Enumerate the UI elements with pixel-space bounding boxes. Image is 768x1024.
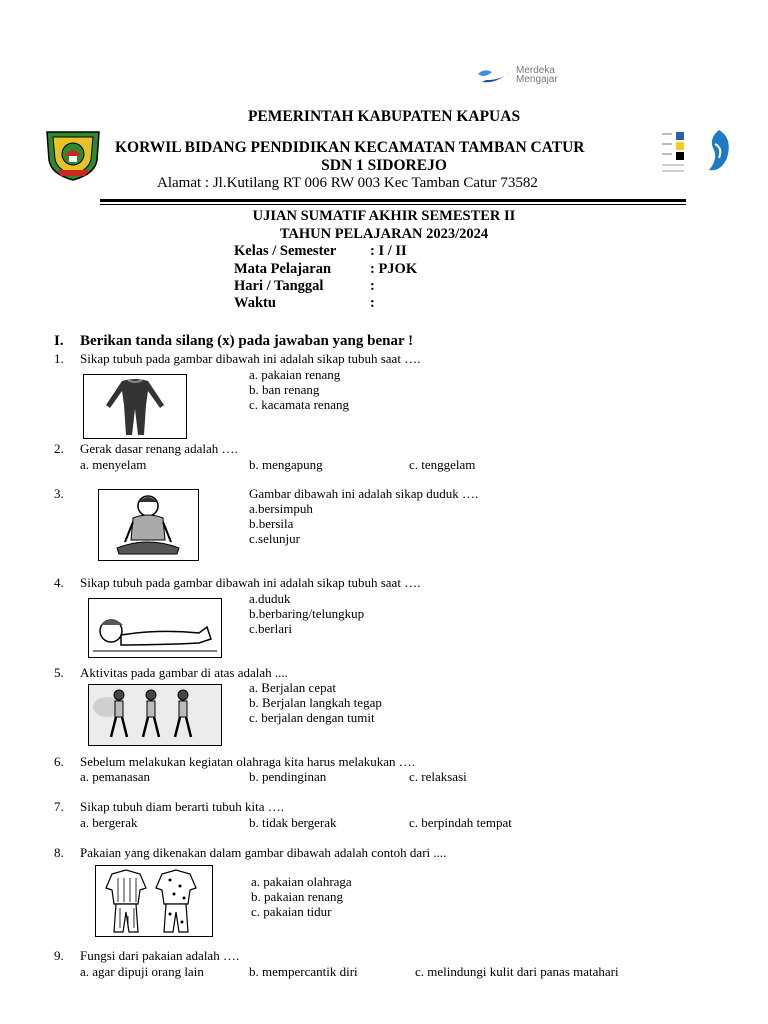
- header-school: SDN 1 SIDOREJO: [321, 157, 447, 174]
- header-government: PEMERINTAH KABUPATEN KAPUAS: [247, 108, 521, 125]
- question-text: Gerak dasar renang adalah ….: [80, 441, 238, 456]
- option-c[interactable]: c.berlari: [249, 621, 292, 636]
- meta-value: : PJOK: [370, 261, 418, 277]
- meta-label: Waktu: [234, 295, 276, 311]
- option-a[interactable]: a. pemanasan: [80, 769, 151, 784]
- meta-label: Hari / Tanggal: [234, 278, 324, 294]
- lying-prone-image: [88, 598, 222, 658]
- option-b[interactable]: b. Berjalan langkah tegap: [249, 695, 382, 710]
- merdeka-swoosh-icon: [476, 66, 516, 86]
- option-b[interactable]: b. mempercantik diri: [249, 964, 358, 979]
- question-text: Pakaian yang dikenakan dalam gambar dibawah adalah contoh dari ....: [80, 845, 447, 860]
- option-a[interactable]: a.bersimpuh: [249, 501, 313, 516]
- merdeka-mengajar-logo: [476, 66, 618, 88]
- option-c[interactable]: c. relaksasi: [409, 769, 467, 784]
- meta-row-subject: [234, 261, 417, 278]
- option-a[interactable]: a.duduk: [249, 591, 291, 606]
- option-b[interactable]: b. mengapung: [249, 457, 323, 472]
- question-number: 1.: [54, 351, 64, 366]
- option-c[interactable]: c. berjalan dengan tumit: [249, 710, 375, 725]
- meta-label: Kelas / Semester: [234, 243, 337, 259]
- exam-title: UJIAN SUMATIF AKHIR SEMESTER II: [252, 208, 516, 224]
- question-text: Sikap tubuh diam berarti tubuh kita ….: [80, 799, 284, 814]
- option-b[interactable]: b.bersila: [249, 516, 294, 531]
- swimsuit-image: [83, 374, 187, 439]
- question-text: Sikap tubuh pada gambar dibawah ini adalah sikap tubuh saat ….: [80, 351, 421, 366]
- option-c[interactable]: c. melindungi kulit dari panas matahari: [415, 964, 619, 979]
- meta-row-class: [234, 243, 407, 260]
- option-c[interactable]: c. kacamata renang: [249, 397, 349, 412]
- header-rule-thin: [100, 204, 686, 205]
- section-number: I.: [54, 333, 64, 349]
- option-c[interactable]: c. pakaian tidur: [251, 904, 332, 919]
- question-number: 2.: [54, 441, 64, 456]
- meta-value: :: [370, 278, 375, 294]
- question-number: 8.: [54, 845, 64, 860]
- marching-children-image: [88, 684, 222, 746]
- question-text: Aktivitas pada gambar di atas adalah ....: [80, 665, 288, 680]
- question-text: Sikap tubuh pada gambar dibawah ini adalah sikap tubuh saat ….: [80, 575, 421, 590]
- question-number: 4.: [54, 575, 64, 590]
- option-b[interactable]: b. ban renang: [249, 382, 320, 397]
- option-a[interactable]: a. Berjalan cepat: [249, 680, 336, 695]
- option-c[interactable]: c. tenggelam: [409, 457, 476, 472]
- logo-wordmark-line1: Merdeka: [516, 65, 555, 76]
- option-a[interactable]: a. pakaian olahraga: [251, 874, 352, 889]
- option-b[interactable]: b. pendinginan: [249, 769, 327, 784]
- sitting-child-image: [98, 489, 199, 561]
- meta-label: Mata Pelajaran: [234, 261, 332, 277]
- question-number: 6.: [54, 754, 64, 769]
- option-a[interactable]: a. agar dipuji orang lain: [80, 964, 204, 979]
- header-address: Alamat : Jl.Kutilang RT 006 RW 003 Kec Tamban Catur 73582: [157, 175, 538, 191]
- option-c[interactable]: c. berpindah tempat: [409, 815, 512, 830]
- question-number: 7.: [54, 799, 64, 814]
- option-a[interactable]: a. bergerak: [80, 815, 138, 830]
- section-heading: [54, 333, 413, 350]
- option-c[interactable]: c.selunjur: [249, 531, 300, 546]
- question-text: Fungsi dari pakaian adalah ….: [80, 948, 240, 963]
- option-a[interactable]: a. pakaian renang: [249, 367, 341, 382]
- question-number: 5.: [54, 665, 64, 680]
- option-a[interactable]: a. menyelam: [80, 457, 147, 472]
- header-korwil: KORWIL BIDANG PENDIDIKAN KECAMATAN TAMBAN CATUR: [115, 139, 585, 156]
- meta-row-time: [234, 295, 375, 312]
- pajamas-image: [95, 865, 213, 937]
- option-b[interactable]: b. tidak bergerak: [249, 815, 337, 830]
- question-text: Sebelum melakukan kegiatan olahraga kita harus melakukan ….: [80, 754, 415, 769]
- question-number: 3.: [54, 486, 64, 501]
- section-instruction: Berikan tanda silang (x) pada jawaban yang benar !: [80, 333, 414, 349]
- question-number: 9.: [54, 948, 64, 963]
- exam-year: TAHUN PELAJARAN 2023/2024: [279, 226, 489, 242]
- option-b[interactable]: b.berbaring/telungkup: [249, 606, 365, 621]
- header-rule-thick: [100, 199, 686, 202]
- question-text: Gambar dibawah ini adalah sikap duduk ….: [249, 486, 479, 501]
- meta-value: :: [370, 295, 375, 311]
- option-b[interactable]: b. pakaian renang: [251, 889, 344, 904]
- logo-wordmark-line2: Mengajar: [516, 74, 558, 85]
- meta-value: : I / II: [370, 243, 407, 259]
- meta-row-date: [234, 278, 375, 295]
